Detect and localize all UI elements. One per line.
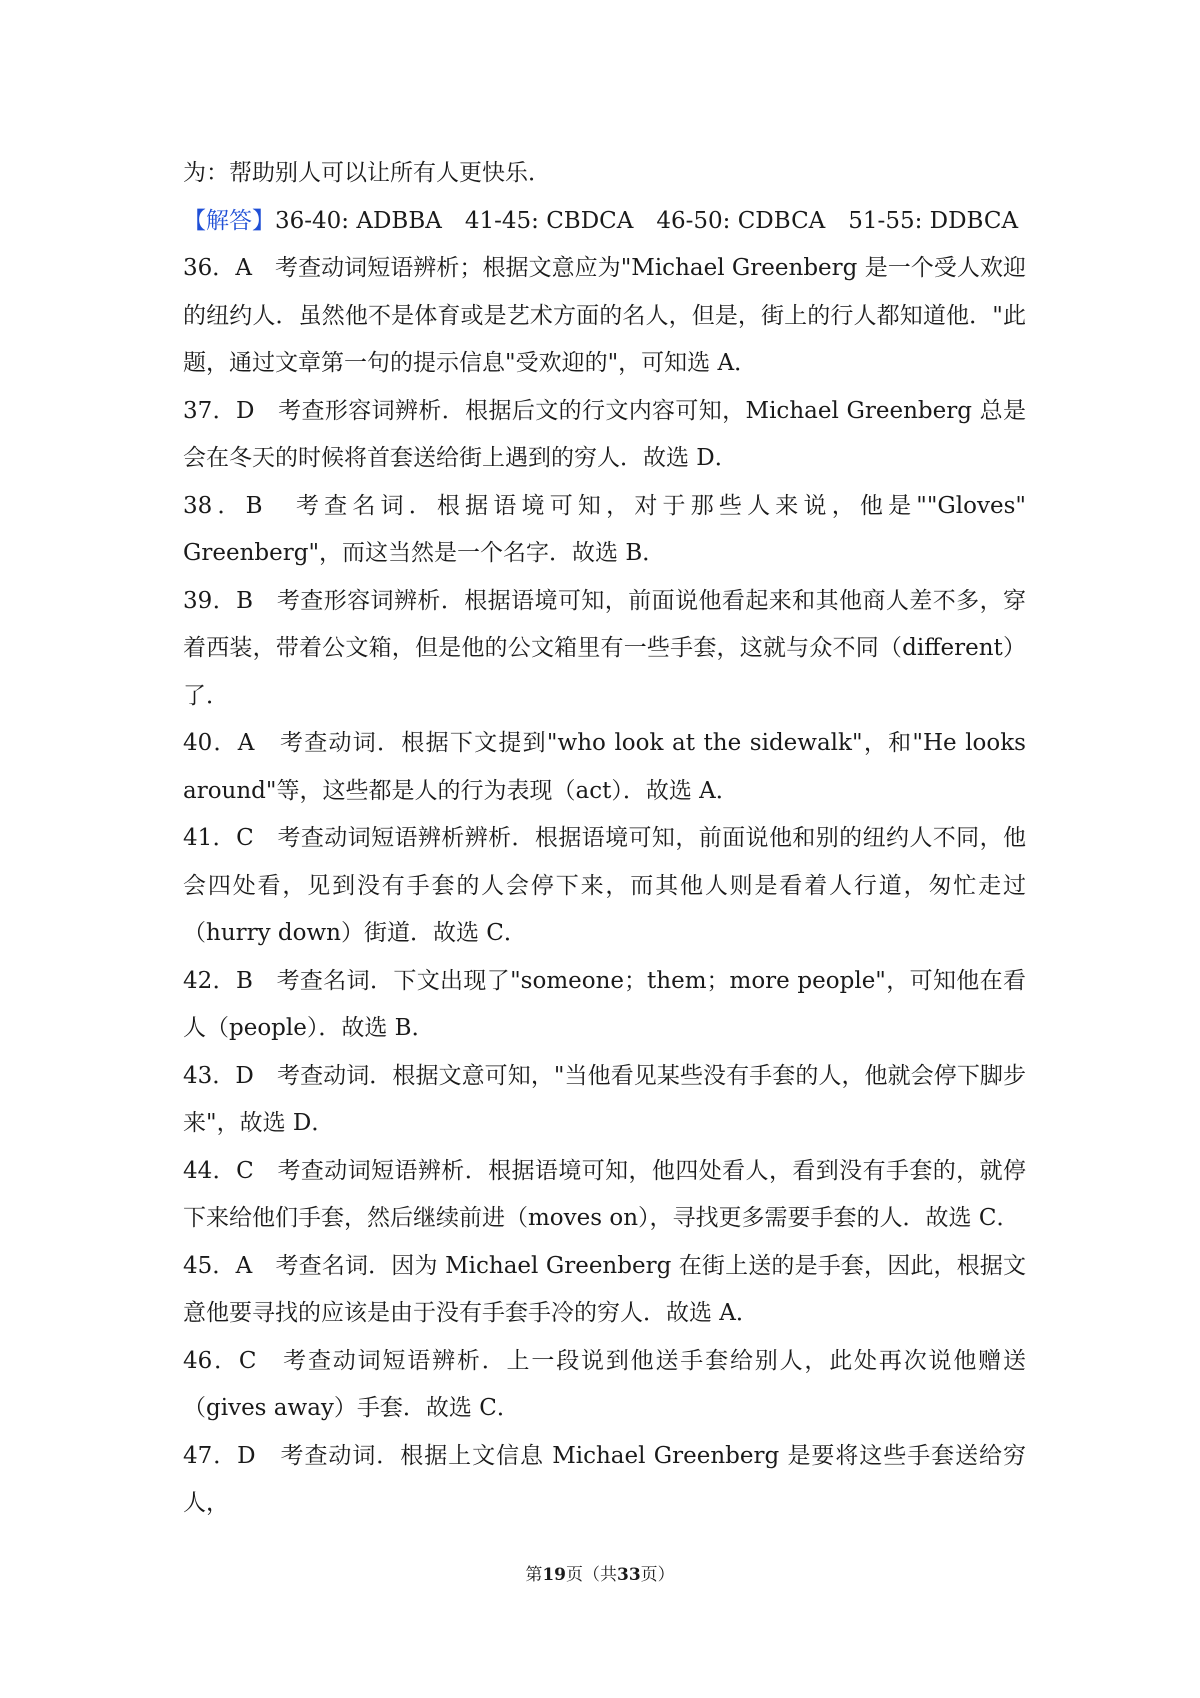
answer-tag: 【解答】: [183, 207, 275, 234]
explanation-38: 38．B 考查名词．根据语境可知，对于那些人来说，他是""Gloves" Greenberg"，而这当然是一个名字．故选 B．: [183, 492, 1026, 566]
page-content: [183, 150, 1026, 1528]
explanation-39: 39．B 考查形容词辨析．根据语境可知，前面说他看起来和其他商人差不多，穿着西装，带着公文箱，但是他的公文箱里有一些手套，这就与众不同（different）了．: [183, 587, 1026, 709]
explanation-36: 36．A 考查动词短语辨析；根据文意应为"Michael Greenberg 是一个受人欢迎的纽约人．虽然他不是体育或是艺术方面的名人，但是，街上的行人都知道他．"此题，通过文章第一句的提示信息"受欢迎的"，可知选 A．: [183, 255, 1026, 376]
explanation-46: 46．C 考查动词短语辨析．上一段说到他送手套给别人，此处再次说他赠送（gives away）手套．故选 C．: [183, 1347, 1026, 1421]
explanation-47: 47．D 考查动词．根据上文信息 Michael Greenberg 是要将这些手套送给穷人，: [183, 1442, 1026, 1516]
explanation-43: 43．D 考查动词．根据文意可知，"当他看见某些没有手套的人，他就会停下脚步来"，故选 D．: [183, 1062, 1026, 1136]
paragraph-intro: 为：帮助别人可以让所有人更快乐．: [183, 160, 551, 186]
answer-line: [183, 198, 1026, 246]
explanation-40: 40．A 考查动词．根据下文提到"who look at the sidewalk"，和"He looks around"等，这些都是人的行为表现（act）．故选 A．: [183, 730, 1026, 804]
explanation-37: 37．D 考查形容词辨析．根据后文的行文内容可知，Michael Greenberg 总是会在冬天的时候将首套送给街上遇到的穷人．故选 D．: [183, 397, 1026, 471]
explanation-41: 41．C 考查动词短语辨析辨析．根据语境可知，前面说他和别的纽约人不同，他会四处看，见到没有手套的人会停下来，而其他人则是看着人行道，匆忙走过（hurry down）街道．故选 C．: [183, 825, 1026, 946]
footer-suffix: 页）: [640, 1565, 675, 1585]
footer-middle: 页（共: [566, 1565, 617, 1585]
footer-total-pages: 33: [617, 1565, 641, 1585]
explanation-42: 42．B 考查名词．下文出现了"someone；them；more people"，可知他在看人（people）．故选 B．: [183, 967, 1026, 1041]
explanation-44: 44．C 考查动词短语辨析．根据语境可知，他四处看人，看到没有手套的，就停下来给他们手套，然后继续前进（moves on），寻找更多需要手套的人．故选 C．: [183, 1157, 1026, 1231]
explanation-45: 45．A 考查名词．因为 Michael Greenberg 在街上送的是手套，因此，根据文意他要寻找的应该是由于没有手套手冷的穷人．故选 A．: [183, 1252, 1026, 1326]
footer-prefix: 第: [525, 1565, 543, 1585]
page-footer: [0, 1560, 1200, 1585]
answer-key: 36-40: ADBBA 41-45: CBDCA 46-50: CDBCA 51-55: DDBCA: [275, 207, 1019, 234]
footer-current-page: 19: [542, 1565, 566, 1585]
